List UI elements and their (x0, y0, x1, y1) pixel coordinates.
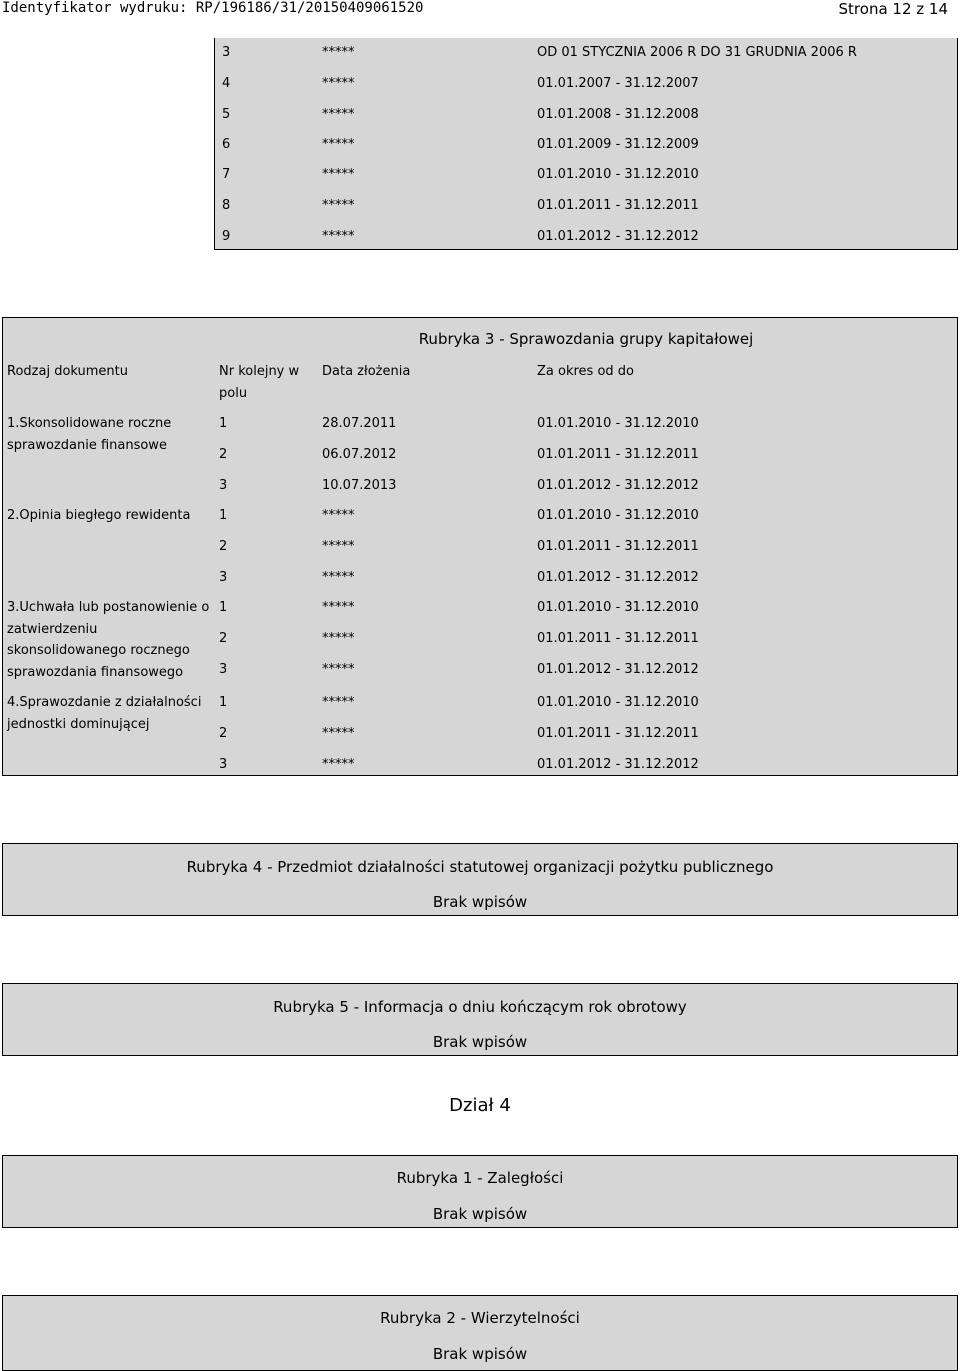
top-row-nr: 8 (222, 198, 231, 213)
row-date: ***** (322, 508, 355, 523)
document-type-label: sprawozdania finansowego (7, 665, 184, 680)
row-period: 01.01.2011 - 31.12.2011 (537, 539, 699, 554)
top-row-date: ***** (322, 229, 355, 244)
row-date: ***** (322, 600, 355, 615)
row-nr: 3 (219, 478, 228, 493)
dzial4-rubryka1-value: Brak wpisów (432, 1205, 528, 1223)
top-row-period: 01.01.2009 - 31.12.2009 (537, 137, 699, 152)
column-header-date: Data złożenia (322, 364, 411, 379)
page-number: Strona 12 z 14 (838, 0, 948, 18)
row-period: 01.01.2012 - 31.12.2012 (537, 478, 699, 493)
column-header-nr-line2: polu (219, 386, 248, 401)
row-date: ***** (322, 757, 355, 772)
column-header-period: Za okres od do (537, 364, 634, 379)
top-row-period: 01.01.2008 - 31.12.2008 (537, 107, 699, 122)
row-period: 01.01.2010 - 31.12.2010 (537, 695, 699, 710)
row-date: 06.07.2012 (322, 447, 397, 462)
row-nr: 1 (219, 508, 228, 523)
top-row-nr: 5 (222, 107, 231, 122)
row-nr: 2 (219, 726, 228, 741)
document-type-label: 3.Uchwała lub postanowienie o (7, 600, 210, 615)
top-row-period: 01.01.2012 - 31.12.2012 (537, 229, 699, 244)
dzial-title: Dział 4 (449, 1095, 511, 1116)
dzial4-rubryka2-value: Brak wpisów (432, 1345, 528, 1363)
row-date: ***** (322, 539, 355, 554)
row-period: 01.01.2011 - 31.12.2011 (537, 447, 699, 462)
top-row-nr: 9 (222, 229, 231, 244)
top-row-nr: 3 (222, 45, 231, 60)
top-row-date: ***** (322, 107, 355, 122)
row-period: 01.01.2010 - 31.12.2010 (537, 600, 699, 615)
row-date: ***** (322, 631, 355, 646)
top-row-date: ***** (322, 76, 355, 91)
document-type-label: 1.Skonsolidowane roczne (7, 416, 172, 431)
top-row-date: ***** (322, 137, 355, 152)
print-identifier: Identyfikator wydruku: RP/196186/31/20150409061520 (2, 0, 424, 16)
dzial4-rubryka2-title: Rubryka 2 - Wierzytelności (380, 1309, 580, 1327)
row-period: 01.01.2011 - 31.12.2011 (537, 631, 699, 646)
row-period: 01.01.2012 - 31.12.2012 (537, 757, 699, 772)
row-date: 28.07.2011 (322, 416, 397, 431)
row-period: 01.01.2012 - 31.12.2012 (537, 662, 699, 677)
row-period: 01.01.2012 - 31.12.2012 (537, 570, 699, 585)
row-date: ***** (322, 695, 355, 710)
rubryka3-title: Rubryka 3 - Sprawozdania grupy kapitałowej (418, 330, 754, 348)
row-nr: 1 (219, 416, 228, 431)
top-row-date: ***** (322, 167, 355, 182)
dzial4-rubryka1-title: Rubryka 1 - Zaległości (396, 1169, 564, 1187)
document-type-label: skonsolidowanego rocznego (7, 643, 190, 658)
row-nr: 3 (219, 662, 228, 677)
row-date: ***** (322, 570, 355, 585)
row-date: ***** (322, 726, 355, 741)
column-header-nr: Nr kolejny w (219, 364, 300, 379)
row-date: 10.07.2013 (322, 478, 397, 493)
column-header-doc: Rodzaj dokumentu (7, 364, 128, 379)
row-nr: 2 (219, 447, 228, 462)
row-period: 01.01.2010 - 31.12.2010 (537, 416, 699, 431)
row-nr: 1 (219, 695, 228, 710)
row-date: ***** (322, 662, 355, 677)
top-row-nr: 4 (222, 76, 231, 91)
top-row-period: 01.01.2011 - 31.12.2011 (537, 198, 699, 213)
rubryka5-value: Brak wpisów (432, 1033, 528, 1051)
row-nr: 3 (219, 570, 228, 585)
top-row-nr: 7 (222, 167, 231, 182)
document-type-label: jednostki dominującej (7, 717, 150, 732)
top-row-date: ***** (322, 198, 355, 213)
rubryka4-title: Rubryka 4 - Przedmiot działalności statutowej organizacji pożytku publicznego (186, 858, 774, 876)
document-type-label: 2.Opinia biegłego rewidenta (7, 508, 191, 523)
top-row-period: OD 01 STYCZNIA 2006 R DO 31 GRUDNIA 2006 R (537, 45, 857, 60)
rubryka5-title: Rubryka 5 - Informacja o dniu kończącym rok obrotowy (273, 998, 687, 1016)
top-row-period: 01.01.2010 - 31.12.2010 (537, 167, 699, 182)
row-nr: 2 (219, 539, 228, 554)
top-row-date: ***** (322, 45, 355, 60)
rubryka4-value: Brak wpisów (432, 893, 528, 911)
document-type-label: sprawozdanie finansowe (7, 438, 167, 453)
row-period: 01.01.2011 - 31.12.2011 (537, 726, 699, 741)
document-type-label: 4.Sprawozdanie z działalności (7, 695, 202, 710)
top-row-nr: 6 (222, 137, 231, 152)
document-type-label: zatwierdzeniu (7, 622, 98, 637)
top-row-period: 01.01.2007 - 31.12.2007 (537, 76, 699, 91)
row-period: 01.01.2010 - 31.12.2010 (537, 508, 699, 523)
row-nr: 3 (219, 757, 228, 772)
row-nr: 2 (219, 631, 228, 646)
row-nr: 1 (219, 600, 228, 615)
